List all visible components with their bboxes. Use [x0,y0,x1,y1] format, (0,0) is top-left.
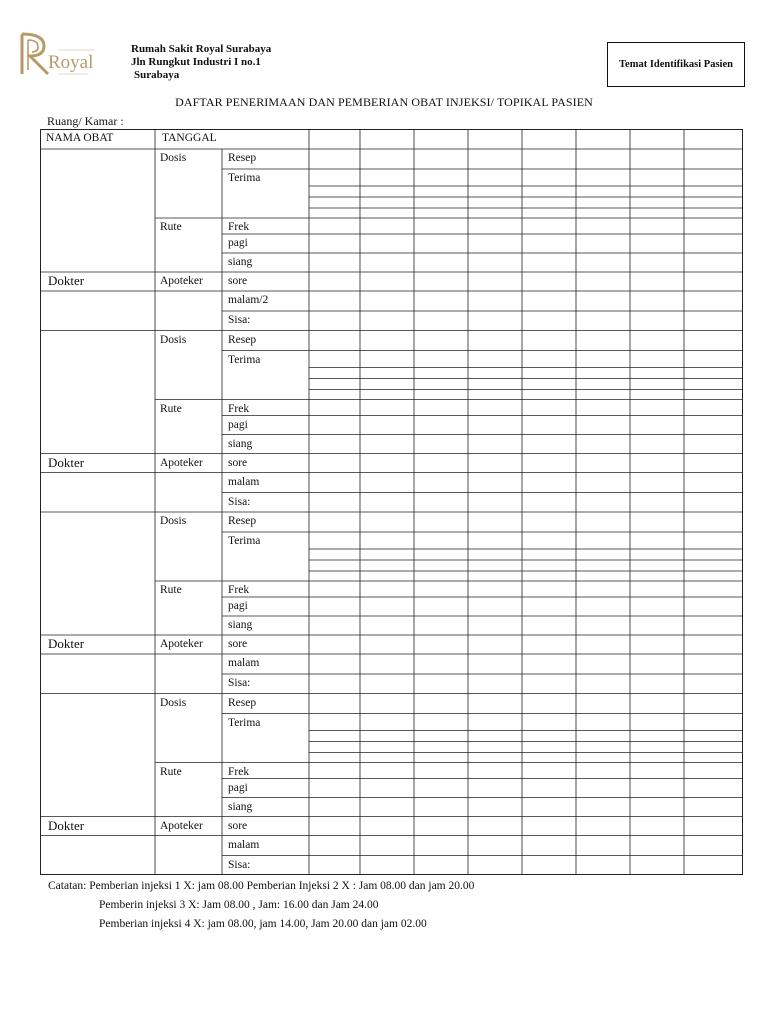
sisa-label: Sisa: [228,858,251,871]
resep-label: Resep [228,696,257,709]
dokter-label: Dokter [48,817,85,833]
hospital-address-block [131,43,271,82]
address-line-2: Surabaya [134,69,180,81]
frek-label: Frek [228,402,250,415]
rute-label: Rute [160,584,182,596]
apoteker-label: Apoteker [160,456,203,469]
hospital-logo [18,30,100,80]
form-title: DAFTAR PENERIMAAN DAN PEMBERIAN OBAT INJEKSI/ TOPIKAL PASIEN [175,95,593,109]
dosis-label: Dosis [160,333,187,346]
medication-table [40,129,743,875]
dokter-label: Dokter [48,273,85,288]
dosis-label: Dosis [160,152,187,164]
siang-label: siang [228,256,253,268]
dokter-label: Dokter [48,636,85,651]
apoteker-label: Apoteker [160,638,203,650]
apoteker-label: Apoteker [160,819,203,832]
resep-label: Resep [228,515,257,527]
malam-label: malam [228,657,260,669]
rute-label: Rute [160,402,182,415]
note-line-3: Pemberian injeksi 4 X: jam 08.00, jam 14.00, Jam 20.00 dan jam 02.00 [99,918,427,930]
note-line-2: Pemberin injeksi 3 X: Jam 08.00 , Jam: 16.00 dan Jam 24.00 [99,899,379,911]
notes [48,877,474,934]
malam-label: malam [228,475,260,488]
malam-label: malam/2 [228,294,269,306]
rute-label: Rute [160,221,182,233]
pagi-label: pagi [228,600,248,612]
dokter-label: Dokter [48,454,85,470]
logo-wordmark: Royal [48,52,94,73]
sisa-label: Sisa: [228,314,251,326]
sisa-label: Sisa: [228,677,251,689]
ruang-kamar-label: Ruang/ Kamar : [47,114,124,128]
terima-label: Terima [228,716,261,729]
terima-label: Terima [228,172,261,184]
patient-id-label: Temat Identifikasi Pasien [619,59,733,70]
frek-label: Frek [228,765,250,778]
sore-label: sore [228,638,248,650]
resep-label: Resep [228,333,257,346]
terima-label: Terima [228,535,261,547]
rute-label: Rute [160,765,182,778]
malam-label: malam [228,838,260,851]
pagi-label: pagi [228,418,248,431]
siang-label: siang [228,619,253,631]
siang-label: siang [228,437,253,450]
patient-id-box [607,42,745,87]
col-header-nama-obat: NAMA OBAT [46,132,114,144]
col-header-tanggal: TANGGAL [162,132,217,144]
terima-label: Terima [228,353,261,366]
dosis-label: Dosis [160,515,187,527]
pagi-label: pagi [228,781,248,794]
siang-label: siang [228,800,253,813]
address-line-1: Jln Rungkut Industri I no.1 [131,56,261,68]
sore-label: sore [228,819,248,832]
note-line-1: Catatan: Pemberian injeksi 1 X: jam 08.00 Pemberian Injeksi 2 X : Jam 08.00 dan jam 20.00 [48,880,475,892]
sore-label: sore [228,275,248,287]
pagi-label: pagi [228,237,248,249]
dosis-label: Dosis [160,696,187,709]
resep-label: Resep [228,152,257,164]
sore-label: sore [228,456,248,469]
sisa-label: Sisa: [228,495,251,508]
hospital-name: Rumah Sakit Royal Surabaya [131,43,272,55]
apoteker-label: Apoteker [160,275,203,287]
frek-label: Frek [228,584,250,596]
frek-label: Frek [228,221,250,233]
